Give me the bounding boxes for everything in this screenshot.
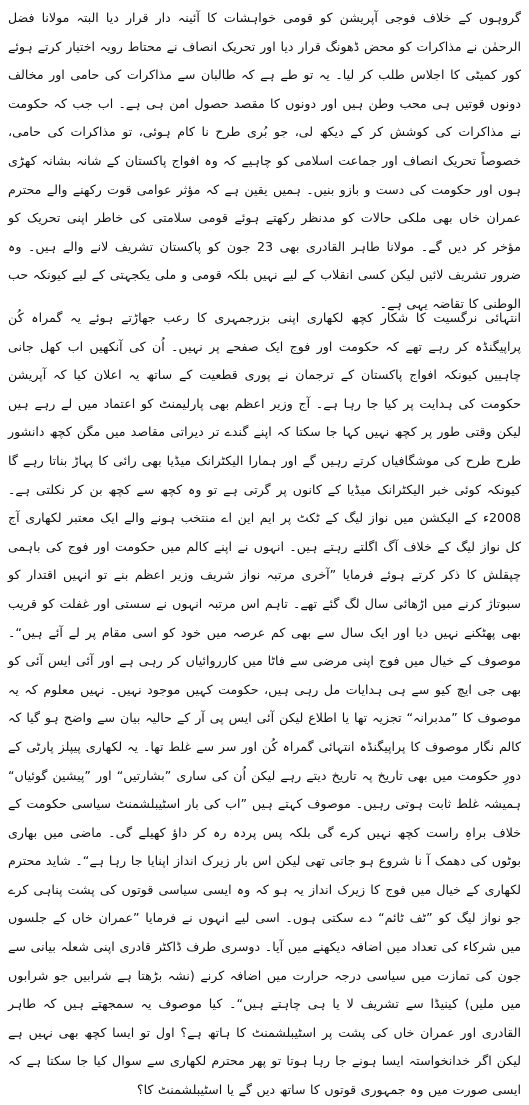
article-paragraph: انتہائی نرگسیت کا شکار کچھ لکھاری اپنی بزرجمہری کا رعب جھاڑتے ہوئے یہ گمراہ کُن پراپیگنڈہ کر رہے تھے کہ حکومت اور فوج ایک صفحے پر نہیں۔ اُن کی آنکھیں اب کھل جانی چاہییں کیونکہ افواج پاکستان کے ترجمان نے پوری قطعیت کے ساتھ یہ اعلان کیا کہ آپریشن حکومت کی ہدایت پر کیا جا رہا ہے۔ آج وزیر اعظم بھی پارلیمنٹ کو اعتماد میں لے رہے ہیں لیکن وقتی طور پر کچھ نہیں کہا جا سکتا کہ اپنے گندے تر دیراتی مقاصد میں مگن کچھ دانشور طرح طرح کی موشگافیاں کرتے رہیں گے اور ہمارا الیکٹرانک میڈیا بھی رائی کا پہاڑ بناتا رہے گا کیونکہ کوئی خبر الیکٹرانک میڈیا کے کانوں پر گرتی ہے تو وہ کچھ سے کچھ بن کر نکلتی ہے۔ 2008ء کے الیکشن میں نواز لیگ کے ٹکٹ پر ایم این اے منتخب ہونے والے ایک معتبر لکھاری آج کل نواز لیگ کے خلاف آگ اگلتے رہتے ہیں۔ انہوں نے اپنے کالم میں حکومت اور فوج کی باہمی چپقلش کا ذکر کرتے ہوئے فرمایا ”آخری مرتبہ نواز شریف وزیر اعظم بنے تو انہیں اقتدار کو سبوتاژ کرنے میں اڑھائی سال لگ گئے تھے۔ تاہم اس مرتبہ انہوں نے سستی اور غفلت کو قریب بھی پھٹکنے نہیں دیا اور ایک سال سے بھی کم عرصہ میں خود کو اسی مقام پر لے آئے ہیں“۔ موصوف کے خیال میں فوج اپنی مرضی سے فاٹا میں کارروائیاں کر رہی ہے اور آئی ایس آئی کو بھی جی ایچ کیو سے ہی ہدایات مل رہی ہیں، حکومت کہیں موجود نہیں۔ نہیں معلوم کہ یہ موصوف کا ”مدبرانہ“ تجزیہ تھا یا اطلاع لیکن آئی ایس پی آر کے حالیہ بیان سے واضح ہو گیا کہ کالم نگار موصوف کا پراپیگنڈہ انتہائی گمراہ کُن اور سر سے غلط تھا۔ یہ لکھاری پیپلز پارٹی کے دورِ حکومت میں بھی تاریخ پہ تاریخ دیتے رہے لیکن اُن کی ساری ”بشارتیں“ اور ”پیشین گوئیاں“ ہمیشہ غلط ثابت ہوتی رہیں۔ موصوف کہتے ہیں ”اب کی بار اسٹیبلشمنٹ سیاسی حکومت کے خلاف براہِ راست کچھ نہیں کرے گی بلکہ پس پردہ رہ کر داؤ کھیلے گی۔ ماضی میں بھاری بوٹوں کی دھمک آ نا شروع ہو جاتی تھی لیکن اس بار زیرک انداز اپنایا جا رہا ہے“۔ شاید محترم لکھاری کے خیال میں فوج کا زیرک انداز یہ ہو کہ وہ ایسی سیاسی قوتوں کی پشت پناہی کرے جو نواز لیگ کو ”ٹف ٹائم“ دے سکتی ہوں۔ اسی لیے انہوں نے فرمایا ”عمران خاں کے جلسوں میں شرکاء کی تعداد میں اضافہ دیکھنے میں آیا۔ دوسری طرف ڈاکٹر قادری اپنی شعلہ بیانی سے جون کی تمازت میں سیاسی درجہ حرارت میں اضافہ کرنے (نشہ بڑھتا ہے شرابیں جو شرابوں میں ملیں) کینیڈا سے تشریف لا یا ہی چاہتے ہیں“۔ کیا موصوف یہ سمجھتے ہیں کہ طاہر القادری اور عمران خاں کی پشت پر اسٹیبلشمنٹ کا ہاتھ ہے؟ اول تو ایسا کچھ بھی نہیں ہے لیکن اگر خدانخواستہ ایسا ہونے جا رہا ہوتا تو پھر محترم لکھاری سے سوال کیا جا سکتا ہے کہ ایسی صورت میں وہ جمہوری قوتوں کا ساتھ دیں گے یا اسٹیبلشمنٹ کا؟ bbox=[8, 310, 521, 1098]
article-paragraph: گروہوں کے خلاف فوجی آپریشن کو قومی خواہشات کا آئینہ دار قرار دیا البتہ مولانا فضل الرحمٰن نے مذاکرات کو محض ڈھونگ قرار دیا اور تحریک انصاف نے محتاط رویہ اختیار کرتے ہوئے کور کمیٹی کا اجلاس طلب کر لیا۔ یہ تو طے ہے کہ طالبان سے مذاکرات کی حامی اور مخالف دونوں قوتیں ہی محب وطن ہیں اور دونوں کا مقصد حصول امن ہی ہے۔ اب جب کہ حکومت نے مذاکرات کی کوشش کر کے دیکھ لی، جو بُری طرح نا کام ہوئی، تو مذاکرات کی حامی، خصوصاً تحریک انصاف اور جماعت اسلامی کو چاہیے کہ وہ افواج پاکستان کے شانہ بشانہ کھڑی ہوں اور حکومت کی دست و بازو بنیں۔ ہمیں یقین ہے کہ مؤثر عوامی قوت رکھنے والے محترم عمران خاں بھی ملکی حالات کو مدنظر رکھتے ہوئے قومی سلامتی کی خاطر اپنی تحریک کو مؤخر کر دیں گے۔ مولانا طاہر القادری بھی 23 جون کو پاکستان تشریف لانے والے ہیں۔ وہ ضرور تشریف لائیں لیکن کسی انقلاب کے لیے نہیں بلکہ قومی و ملی یکجہتی کے لیے کیونکہ حب الوطنی کا تقاضہ یہی ہے۔ bbox=[8, 10, 521, 311]
